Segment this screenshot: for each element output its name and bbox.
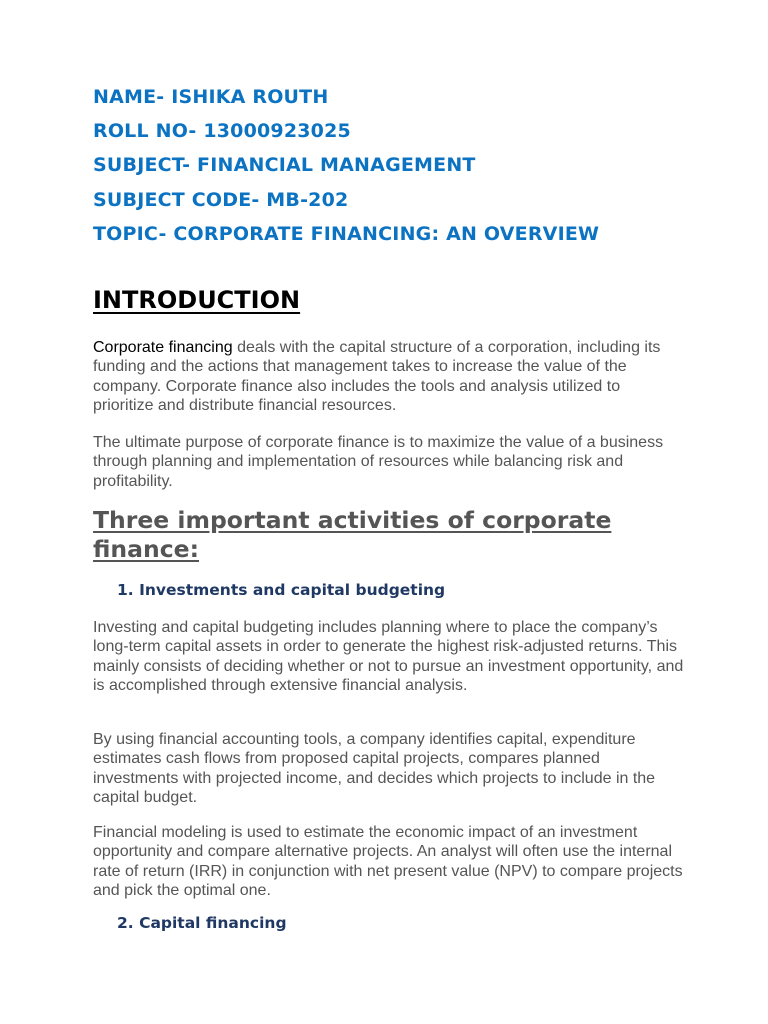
activity-1-paragraph-2: By using financial accounting tools, a company identifies capital, expenditure estimates cash flows from proposed capital projects, compares planned investments with projected income, and decides which projects to include in the capital budget.	[93, 731, 656, 807]
intro-paragraph-2: The ultimate purpose of corporate finance is to maximize the value of a business through planning and implementation of resources while balancing risk and profitability.	[93, 434, 664, 490]
activity-1-paragraph-3: Financial modeling is used to estimate the economic impact of an investment opportunity and compare alternative projects. An analyst will often use the internal rate of return (IRR) in conjunction with net present value (NPV) to compare projects and pick the optimal one.	[93, 824, 683, 900]
intro-paragraph-1	[93, 338, 685, 416]
student-name: NAME- ISHIKA ROUTH	[93, 86, 329, 108]
intro-lead-term: Corporate financing	[93, 339, 233, 356]
subject: SUBJECT- FINANCIAL MANAGEMENT	[93, 154, 476, 176]
roll-number: ROLL NO- 13000923025	[93, 120, 351, 142]
intro-paragraph-1-text: deals with the capital structure of a corporation, including its funding and the actions that management takes to increase the value of the company. Corporate finance also includes the tools and analysis utilized to prioritize and distribute financial resources.	[93, 339, 661, 415]
activity-2-heading: 2. Capital financing	[117, 914, 287, 932]
subject-code: SUBJECT CODE- MB-202	[93, 189, 349, 211]
introduction-heading: INTRODUCTION	[93, 286, 301, 314]
activity-1-paragraph-1: Investing and capital budgeting includes planning where to place the company’s long-term capital assets in order to generate the highest risk-adjusted returns. This mainly consists of deciding whether or not to pursue an investment opportunity, and is accomplished through extensive financial analysis.	[93, 619, 684, 695]
activity-1-heading: 1. Investments and capital budgeting	[117, 581, 446, 599]
topic: TOPIC- CORPORATE FINANCING: AN OVERVIEW	[93, 223, 600, 245]
activities-heading: Three important activities of corporate finance:	[93, 506, 612, 563]
